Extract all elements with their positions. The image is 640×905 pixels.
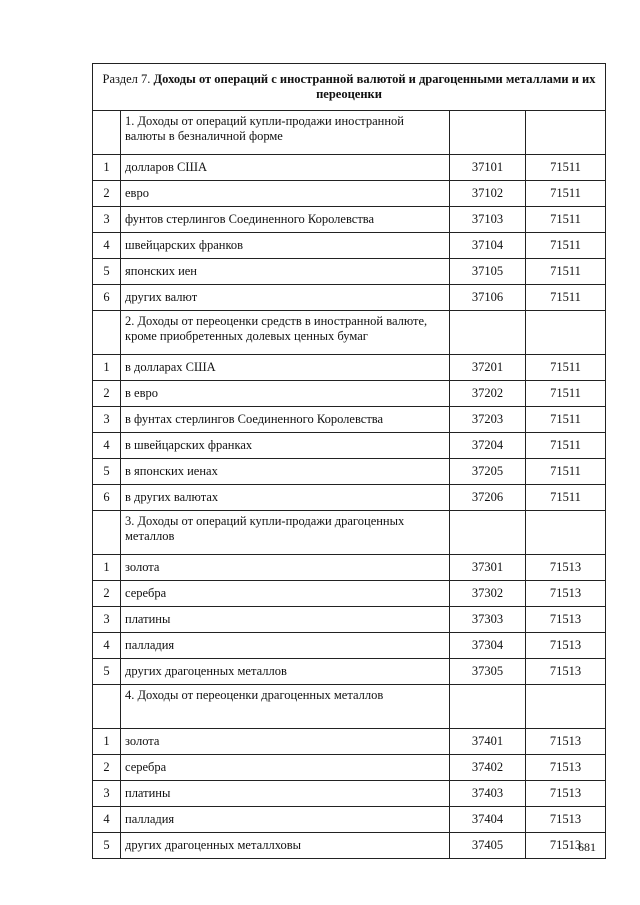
row-name: в евро — [121, 381, 450, 407]
row-name: в японских иенах — [121, 459, 450, 485]
table-row — [93, 555, 606, 581]
row-account: 71511 — [526, 459, 606, 485]
row-account: 71513 — [526, 807, 606, 833]
row-account: 71513 — [526, 581, 606, 607]
row-code: 37103 — [450, 207, 526, 233]
group-title: 4. Доходы от переоценки драгоценных металлов — [121, 685, 450, 729]
table-row — [93, 233, 606, 259]
row-name: долларов США — [121, 155, 450, 181]
row-name: других драгоценных металлов — [121, 659, 450, 685]
row-number: 4 — [93, 807, 121, 833]
group-title: 3. Доходы от операций купли-продажи драгоценных металлов — [121, 511, 450, 555]
table-row — [93, 659, 606, 685]
row-account: 71513 — [526, 659, 606, 685]
row-number: 5 — [93, 833, 121, 859]
table-row — [93, 633, 606, 659]
group-title: 2. Доходы от переоценки средств в иностранной валюте, кроме приобретенных долевых ценных бумаг — [121, 311, 450, 355]
row-code: 37106 — [450, 285, 526, 311]
row-account: 71511 — [526, 355, 606, 381]
row-name: золота — [121, 555, 450, 581]
group-header-row — [93, 511, 606, 555]
row-account: 71513 — [526, 781, 606, 807]
group-title: 1. Доходы от операций купли-продажи иностранной валюты в безналичной форме — [121, 111, 450, 155]
row-code: 37204 — [450, 433, 526, 459]
row-account: 71513 — [526, 607, 606, 633]
row-code: 37201 — [450, 355, 526, 381]
row-name: других драгоценных металлховы — [121, 833, 450, 859]
row-account: 71513 — [526, 633, 606, 659]
section-title: Доходы от операций с иностранной валютой и драгоценными металлами и их переоценки — [153, 72, 596, 101]
row-number: 1 — [93, 155, 121, 181]
row-number: 3 — [93, 781, 121, 807]
group-code-cell — [450, 311, 526, 355]
row-code: 37303 — [450, 607, 526, 633]
table-row — [93, 581, 606, 607]
income-table-body — [93, 64, 606, 859]
table-row — [93, 155, 606, 181]
section-title-cell — [93, 64, 606, 111]
row-number: 2 — [93, 181, 121, 207]
row-name: в долларах США — [121, 355, 450, 381]
group-code-cell — [450, 511, 526, 555]
row-number: 5 — [93, 459, 121, 485]
group-code-cell — [450, 111, 526, 155]
table-row — [93, 607, 606, 633]
group-num-cell — [93, 685, 121, 729]
row-code: 37401 — [450, 729, 526, 755]
group-code-cell — [450, 685, 526, 729]
table-row — [93, 433, 606, 459]
row-number: 1 — [93, 355, 121, 381]
row-number: 3 — [93, 407, 121, 433]
table-row — [93, 729, 606, 755]
row-account: 71511 — [526, 285, 606, 311]
row-name: других валют — [121, 285, 450, 311]
row-number: 2 — [93, 381, 121, 407]
row-account: 71511 — [526, 381, 606, 407]
row-number: 6 — [93, 485, 121, 511]
row-account: 71513 — [526, 833, 606, 859]
row-number: 2 — [93, 581, 121, 607]
row-name: палладия — [121, 807, 450, 833]
row-number: 3 — [93, 207, 121, 233]
row-account: 71511 — [526, 155, 606, 181]
row-code: 37205 — [450, 459, 526, 485]
table-row — [93, 207, 606, 233]
row-number: 1 — [93, 555, 121, 581]
table-row — [93, 181, 606, 207]
row-name: в фунтах стерлингов Соединенного Королевства — [121, 407, 450, 433]
row-account: 71511 — [526, 181, 606, 207]
row-account: 71513 — [526, 755, 606, 781]
row-account: 71511 — [526, 233, 606, 259]
row-code: 37104 — [450, 233, 526, 259]
row-name: японских иен — [121, 259, 450, 285]
row-name: фунтов стерлингов Соединенного Королевства — [121, 207, 450, 233]
row-name: в других валютах — [121, 485, 450, 511]
row-code: 37304 — [450, 633, 526, 659]
row-account: 71511 — [526, 207, 606, 233]
group-account-cell — [526, 311, 606, 355]
group-account-cell — [526, 111, 606, 155]
table-row — [93, 485, 606, 511]
row-code: 37302 — [450, 581, 526, 607]
row-name: серебра — [121, 581, 450, 607]
row-number: 4 — [93, 233, 121, 259]
row-code: 37105 — [450, 259, 526, 285]
row-code: 37402 — [450, 755, 526, 781]
row-number: 4 — [93, 433, 121, 459]
group-account-cell — [526, 511, 606, 555]
row-account: 71511 — [526, 485, 606, 511]
row-account: 71511 — [526, 407, 606, 433]
row-code: 37404 — [450, 807, 526, 833]
row-name: платины — [121, 781, 450, 807]
row-number: 1 — [93, 729, 121, 755]
group-header-row — [93, 311, 606, 355]
row-account: 71511 — [526, 259, 606, 285]
row-code: 37403 — [450, 781, 526, 807]
table-row — [93, 807, 606, 833]
group-num-cell — [93, 111, 121, 155]
row-number: 5 — [93, 259, 121, 285]
group-account-cell — [526, 685, 606, 729]
table-row — [93, 381, 606, 407]
row-name: евро — [121, 181, 450, 207]
row-name: швейцарских франков — [121, 233, 450, 259]
table-row — [93, 285, 606, 311]
row-number: 3 — [93, 607, 121, 633]
group-num-cell — [93, 511, 121, 555]
group-header-row — [93, 111, 606, 155]
row-code: 37405 — [450, 833, 526, 859]
row-code: 37305 — [450, 659, 526, 685]
row-number: 4 — [93, 633, 121, 659]
table-row — [93, 833, 606, 859]
group-num-cell — [93, 311, 121, 355]
row-account: 71513 — [526, 555, 606, 581]
section-prefix: Раздел 7. — [102, 72, 151, 86]
row-number: 2 — [93, 755, 121, 781]
group-header-row — [93, 685, 606, 729]
row-code: 37301 — [450, 555, 526, 581]
row-code: 37206 — [450, 485, 526, 511]
row-name: платины — [121, 607, 450, 633]
page-number: 681 — [578, 840, 596, 854]
row-number: 6 — [93, 285, 121, 311]
row-code: 37203 — [450, 407, 526, 433]
row-name: палладия — [121, 633, 450, 659]
table-row — [93, 459, 606, 485]
table-row — [93, 407, 606, 433]
row-code: 37102 — [450, 181, 526, 207]
row-name: серебра — [121, 755, 450, 781]
row-account: 71513 — [526, 729, 606, 755]
table-row — [93, 781, 606, 807]
income-table — [92, 63, 606, 859]
table-row — [93, 355, 606, 381]
row-name: в швейцарских франках — [121, 433, 450, 459]
section-header-row — [93, 64, 606, 111]
row-code: 37202 — [450, 381, 526, 407]
row-number: 5 — [93, 659, 121, 685]
row-account: 71511 — [526, 433, 606, 459]
table-row — [93, 755, 606, 781]
table-row — [93, 259, 606, 285]
row-name: золота — [121, 729, 450, 755]
row-code: 37101 — [450, 155, 526, 181]
